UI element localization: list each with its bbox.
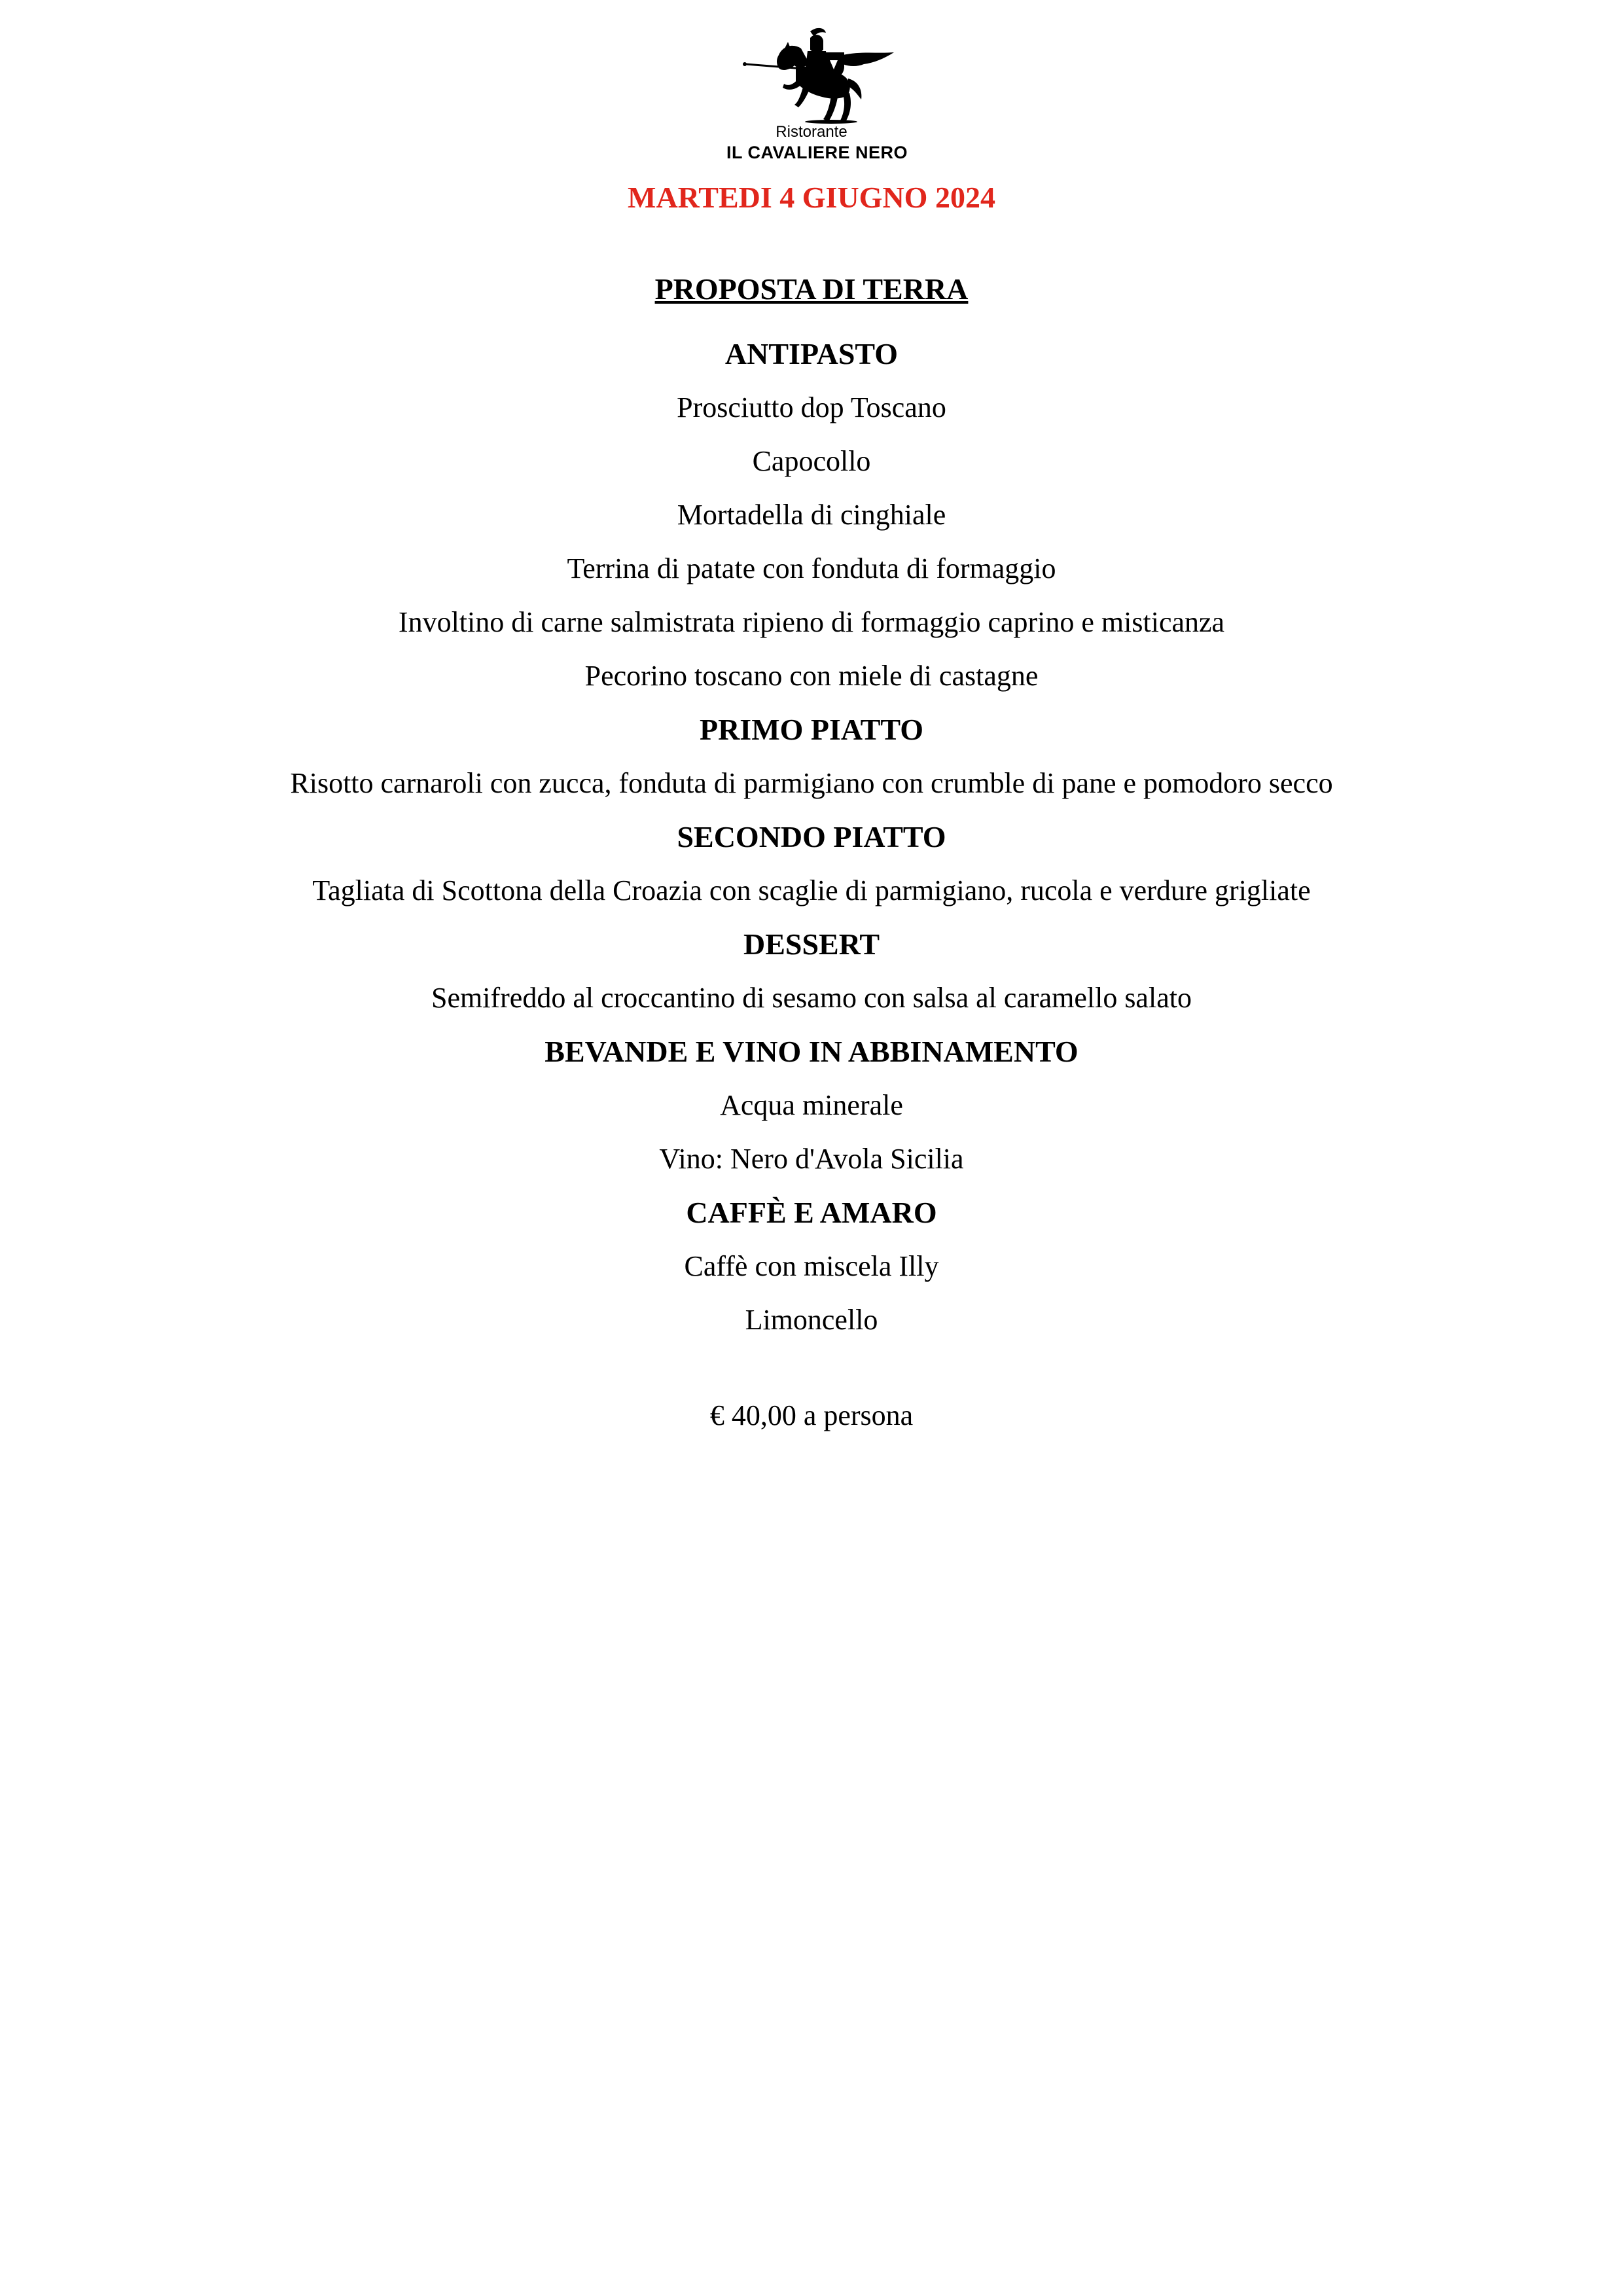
black-knight-on-horse-icon bbox=[733, 26, 897, 124]
menu-item: Acqua minerale bbox=[720, 1089, 903, 1121]
menu-item: Tagliata di Scottona della Croazia con scaglie di parmigiano, rucola e verdure grigliate bbox=[312, 874, 1311, 906]
menu-item: Involtino di carne salmistrata ripieno di formaggio caprino e misticanza bbox=[398, 606, 1225, 638]
menu-item: Terrina di patate con fonduta di formaggio bbox=[567, 552, 1056, 584]
proposal-title: PROPOSTA DI TERRA bbox=[654, 272, 969, 306]
section-title-bevande: BEVANDE E VINO IN ABBINAMENTO bbox=[544, 1035, 1079, 1068]
section-title-caffe-amaro: CAFFÈ E AMARO bbox=[686, 1196, 937, 1229]
menu-item: Risotto carnaroli con zucca, fonduta di parmigiano con crumble di pane e pomodoro secco bbox=[290, 767, 1333, 799]
section-title-antipasto: ANTIPASTO bbox=[724, 337, 899, 370]
logo-line-ristorante: Ristorante bbox=[776, 123, 847, 141]
menu-item: Semifreddo al croccantino di sesamo con salsa al caramello salato bbox=[431, 982, 1192, 1014]
menu-content bbox=[0, 171, 1623, 1443]
section-title-primo-piatto: PRIMO PIATTO bbox=[699, 713, 924, 746]
menu-item: Caffè con miscela Illy bbox=[684, 1250, 939, 1282]
menu-item: Limoncello bbox=[745, 1304, 878, 1336]
menu-price: € 40,00 a persona bbox=[709, 1399, 914, 1431]
restaurant-logo bbox=[726, 26, 908, 164]
logo-line-restaurant-name: IL CAVALIERE NERO bbox=[726, 143, 908, 162]
menu-item: Vino: Nero d'Avola Sicilia bbox=[659, 1143, 964, 1175]
menu-date: MARTEDI 4 GIUGNO 2024 bbox=[628, 181, 995, 214]
section-title-dessert: DESSERT bbox=[743, 927, 880, 961]
menu-item: Capocollo bbox=[752, 445, 871, 477]
section-title-secondo-piatto: SECONDO PIATTO bbox=[677, 820, 946, 853]
menu-item: Mortadella di cinghiale bbox=[677, 499, 946, 531]
menu-item: Prosciutto dop Toscano bbox=[677, 391, 946, 423]
menu-item: Pecorino toscano con miele di castagne bbox=[584, 660, 1039, 692]
